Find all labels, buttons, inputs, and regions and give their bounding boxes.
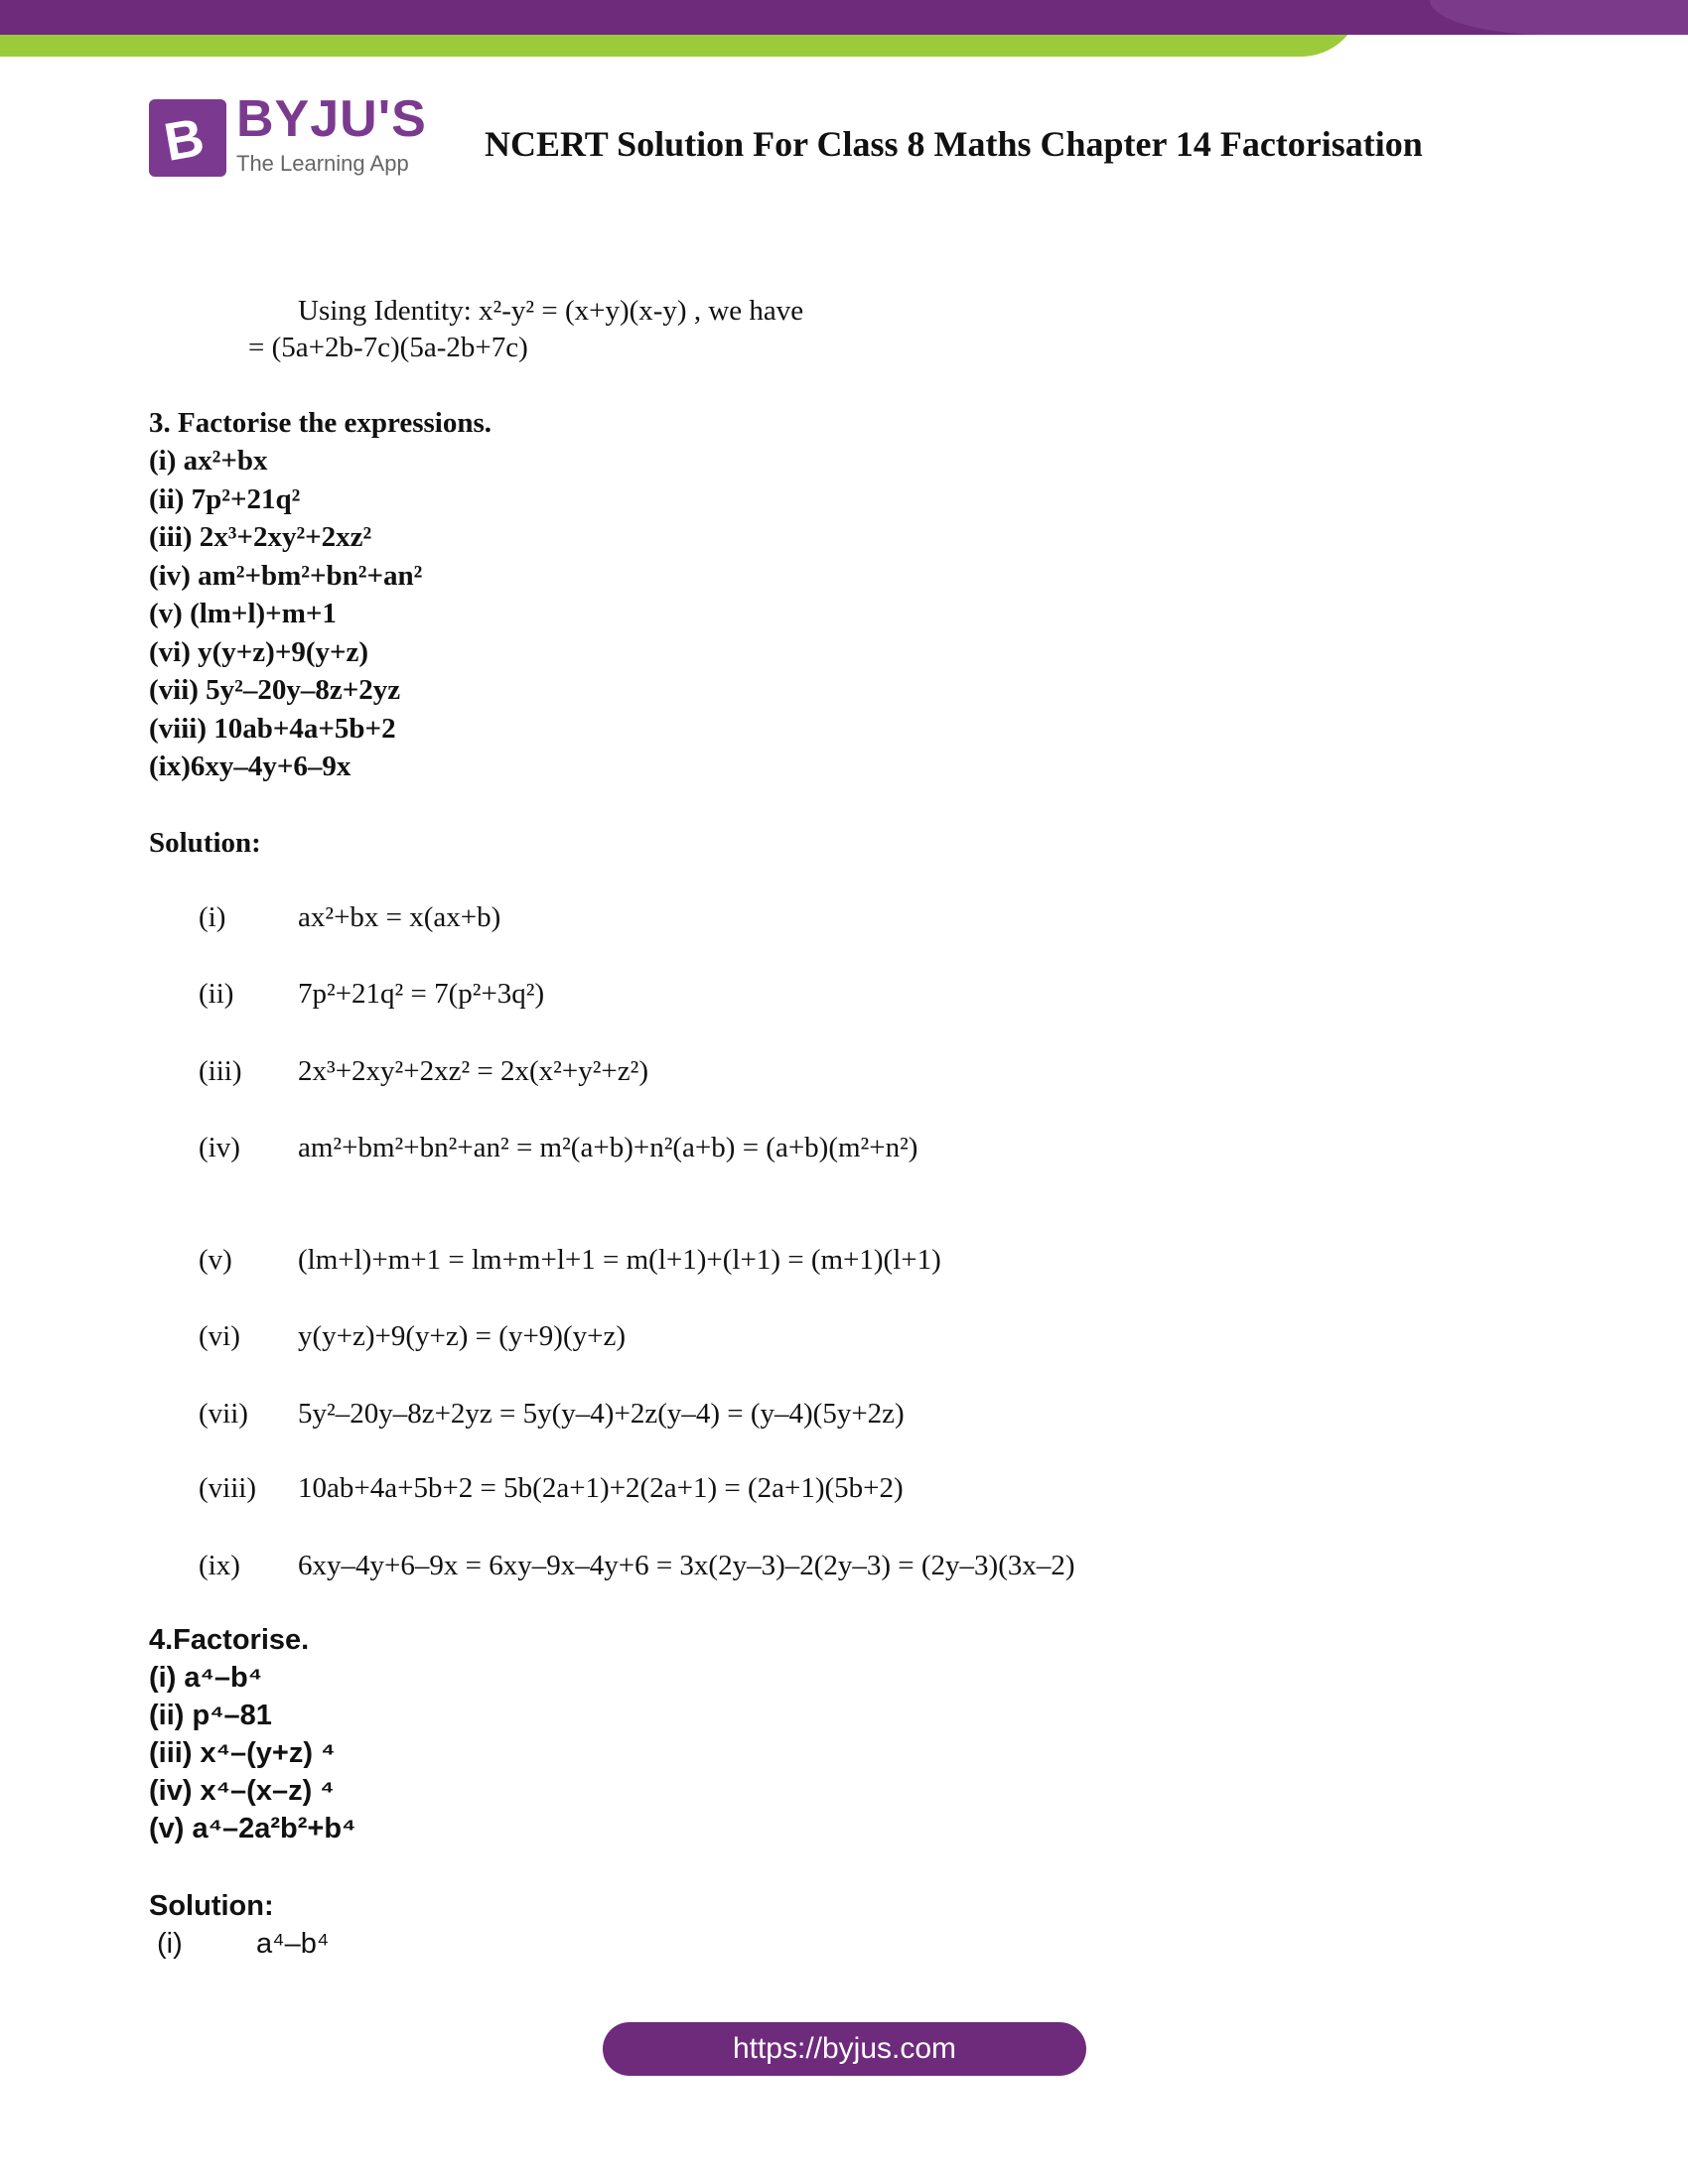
logo-b-icon: B (149, 99, 226, 177)
q4-solution-heading: Solution: (149, 1890, 274, 1922)
solution-label: (iii) (199, 1055, 242, 1087)
q4-item: (ii) p⁴–81 (149, 1700, 272, 1731)
q3-item: (iv) am²+bm²+bn²+an² (149, 559, 423, 592)
identity-line: Using Identity: x²-y² = (x+y)(x-y) , we have (298, 295, 804, 327)
page-title: NCERT Solution For Class 8 Maths Chapter 14 Factorisation (485, 124, 1423, 164)
q4-item: (i) a⁴–b⁴ (149, 1662, 263, 1694)
header-purple-band (0, 0, 1688, 35)
q4-solution-expr: a⁴–b⁴ (256, 1928, 330, 1960)
result-line: = (5a+2b-7c)(5a-2b+7c) (248, 332, 528, 363)
q3-item: (viii) 10ab+4a+5b+2 (149, 712, 396, 745)
solution-expr: 2x³+2xy²+2xz² = 2x(x²+y²+z²) (298, 1055, 648, 1087)
solution-label: (i) (199, 901, 226, 933)
q3-item: (ii) 7p²+21q² (149, 482, 301, 515)
solution-expr: y(y+z)+9(y+z) = (y+9)(y+z) (298, 1320, 627, 1352)
q3-item: (vii) 5y²–20y–8z+2yz (149, 674, 401, 706)
solution-expr: 10ab+4a+5b+2 = 5b(2a+1)+2(2a+1) = (2a+1)(5b+2) (298, 1472, 904, 1504)
solution-label: (vii) (199, 1398, 248, 1430)
logo-tagline: The Learning App (236, 151, 409, 176)
footer-url-link[interactable]: https://byjus.com (603, 2022, 1086, 2076)
q3-heading: 3. Factorise the expressions. (149, 407, 492, 439)
solution-expr: ax²+bx = x(ax+b) (298, 901, 501, 933)
solution-expr: 5y²–20y–8z+2yz = 5y(y–4)+2z(y–4) = (y–4)(5y+2z) (298, 1398, 905, 1430)
q3-item: (vi) y(y+z)+9(y+z) (149, 635, 369, 668)
solution-label: (iv) (199, 1132, 240, 1163)
byjus-logo (149, 90, 437, 181)
q3-item: (ix)6xy–4y+6–9x (149, 751, 352, 782)
solution-expr: 7p²+21q² = 7(p²+3q²) (298, 978, 545, 1010)
solution-label: (v) (199, 1244, 232, 1276)
q4-solution-label: (i) (157, 1928, 183, 1960)
solution-expr: am²+bm²+bn²+an² = m²(a+b)+n²(a+b) = (a+b)(m²+n²) (298, 1132, 918, 1163)
q4-heading: 4.Factorise. (149, 1624, 310, 1656)
solution-label: (ii) (199, 978, 234, 1010)
q3-item: (i) ax²+bx (149, 445, 268, 477)
solution-expr: 6xy–4y+6–9x = 6xy–9x–4y+6 = 3x(2y–3)–2(2y–3) = (2y–3)(3x–2) (298, 1550, 1075, 1581)
solution-label: (viii) (199, 1472, 256, 1504)
solution-label: (vi) (199, 1320, 240, 1352)
logo-name: BYJU'S (236, 90, 427, 148)
q3-item: (v) (lm+l)+m+1 (149, 598, 337, 629)
q4-item: (iii) x⁴–(y+z) ⁴ (149, 1737, 336, 1769)
q3-item: (iii) 2x³+2xy²+2xz² (149, 521, 372, 553)
q4-item: (iv) x⁴–(x–z) ⁴ (149, 1775, 335, 1807)
solution-label: (ix) (199, 1550, 240, 1581)
q4-item: (v) a⁴–2a²b²+b⁴ (149, 1813, 356, 1844)
solution-expr: (lm+l)+m+1 = lm+m+l+1 = m(l+1)+(l+1) = (m+1)(l+1) (298, 1244, 941, 1276)
q3-solution-heading: Solution: (149, 827, 261, 859)
